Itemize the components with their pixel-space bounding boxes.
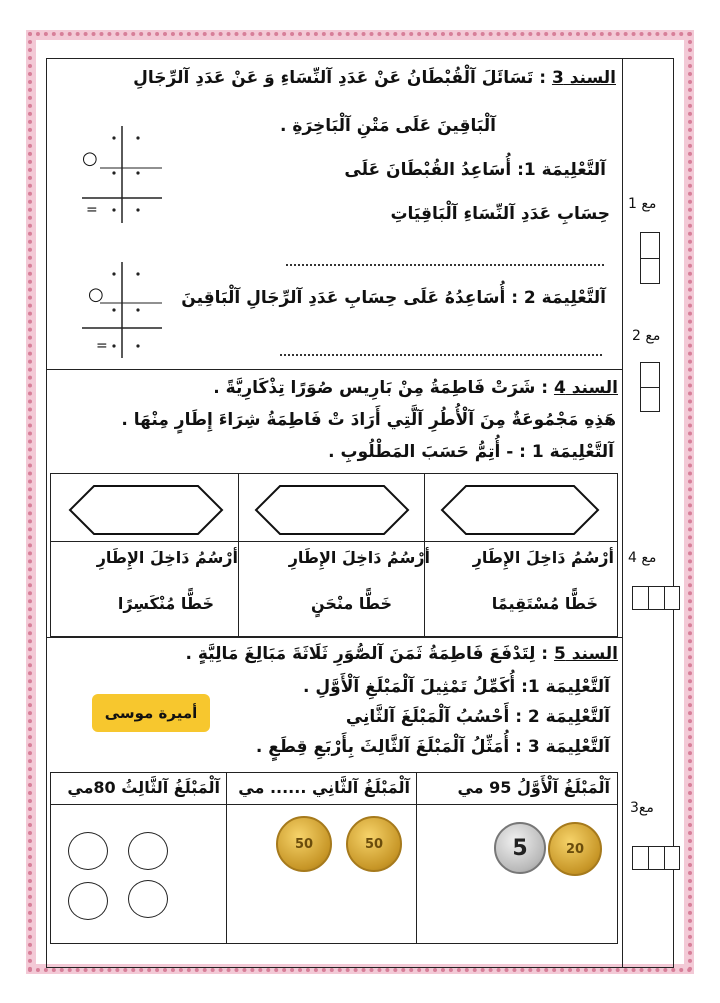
taalima1-a: آلتَّعْلِيمَة 1: أُسَاعِدُ القُبْطَانَ عَلَى (344, 160, 606, 180)
score-box-1 (640, 232, 660, 284)
sanad4-title: السند 4 (553, 378, 618, 398)
empty-coin-slot[interactable] (68, 832, 108, 870)
sanad3-title: السند 3 (551, 68, 616, 88)
cell-1-line1: أرْسُمُ دَاخِلَ الإِطَارِ (472, 548, 614, 567)
cell-2-line2: خَطًّا منْحَنٍ (310, 594, 392, 613)
sanad3-text: : تَسَائَلَ آلْقُبْطَانُ عَنْ عَدَدِ آلنِّسَاءِ وَ عَنْ عَدَدِ آلرِّجَالِ (133, 68, 547, 88)
margin-label-2: مع 2 (632, 328, 661, 344)
cell-2-line1: أرْسُمُ دَاخِلَ الإِطَارِ (288, 548, 430, 567)
coin-20-icon: 20 (548, 822, 602, 876)
coin-50-icon: 50 (276, 816, 332, 872)
minus-circle: ○ (82, 148, 98, 169)
sanad3-line2: آلْبَاقِينَ عَلَى مَتْنِ آلْبَاخِرَةِ . (280, 116, 496, 136)
empty-coin-slot[interactable] (128, 880, 168, 918)
table-divider (416, 772, 417, 944)
sanad5-line1 (185, 644, 618, 664)
sanad4-line1 (213, 378, 618, 398)
minus-circle: ○ (88, 284, 104, 305)
empty-coin-slot[interactable] (128, 832, 168, 870)
sanad5-taalima2: آلتَّعْلِيمَة 2 : أَحْسُبُ آلْمَبْلَغَ آلثَّانِي (345, 707, 610, 727)
empty-coin-slot[interactable] (68, 882, 108, 920)
cell-3-line2: خَطًّا مُنْكَسِرًا (117, 594, 214, 613)
score-box-4 (632, 586, 680, 610)
subtraction-grid-2 (72, 258, 162, 368)
equals-sign: = (96, 338, 108, 354)
cell-1-line2: خَطًّا مُسْتَقِيمًا (491, 594, 598, 613)
sanad5-taalima1: آلتَّعْلِيمَة 1: أُكَمِّلُ تَمْثِيلَ آلْمَبْلَغِ آلْأَوَّلِ . (303, 677, 610, 697)
sanad5-text: : لِتَدْفَعَ فَاطِمَةُ ثَمَنَ آلصُّوَرِ ثَلَاثَةَ مَبَالِغَ مَالِيَّةٍ . (185, 644, 549, 664)
hexagon-frame[interactable] (438, 482, 602, 538)
sanad4-taalima1: آلتَّعْلِيمَة 1 : - أُتِمُّ حَسَبَ المَطْلُوبِ . (328, 442, 614, 462)
coin-5-icon: 5 (494, 822, 546, 874)
table-divider (50, 804, 618, 805)
sanad5-title: السند 5 (553, 644, 618, 664)
divider (46, 369, 622, 370)
taalima2: آلتَّعْلِيمَة 2 : أُسَاعِدُهُ عَلَى حِسَابِ عَدَدِ آلرِّجَالِ آلْبَاقِينَ (181, 288, 606, 308)
sanad3-line1 (133, 68, 616, 88)
score-box-3 (632, 846, 680, 870)
taalima1-b: حِسَابِ عَدَدِ آلنِّسَاءِ آلْبَاقِيَاتِ (390, 204, 610, 224)
author-badge: أميرة موسى (92, 694, 210, 732)
hexagon-frame[interactable] (252, 482, 412, 538)
sanad4-line2: هَذِهِ مَجْمُوعَةٌ مِنَ آلْأُطُرِ آلَّتِي أَرَادَ تْ فَاطِمَةُ شِرَاءَ إِطَارٍ مِنْهَا . (121, 410, 616, 430)
hexagon-frame[interactable] (66, 482, 226, 538)
answer-line (280, 354, 602, 356)
margin-label-3: مع3 (630, 800, 654, 816)
answer-line (286, 264, 604, 266)
amount-first-header: آلْمَبْلَغُ آلْأَوَّلُ 95 مي (457, 778, 610, 797)
table-divider (50, 541, 618, 542)
table-divider (226, 772, 227, 944)
margin-label-1: مع 1 (628, 196, 657, 212)
score-box-2 (640, 362, 660, 412)
sanad5-taalima3: آلتَّعْلِيمَة 3 : أُمَثِّلُ آلْمَبْلَغَ آلثَّالِثَ بِأَرْبَعِ قِطَعٍ . (255, 737, 610, 757)
sanad4-text: : شَرَتْ فَاطِمَةُ مِنْ بَارِيس صُوَرًا تِذْكَارِيَّةً . (213, 378, 549, 398)
equals-sign: = (86, 202, 98, 218)
divider (46, 637, 622, 638)
amount-third-header: آلْمَبْلَغُ آلثَّالِثُ 80مي (67, 778, 220, 797)
table-divider (238, 473, 239, 637)
amount-second-header: آلْمَبْلَغُ آلثَّانِي ...... مي (238, 778, 410, 797)
cell-3-line1: أرْسُمُ دَاخِلَ الإِطَارِ (96, 548, 238, 567)
margin-label-4: مع 4 (628, 550, 657, 566)
margin-divider (622, 58, 623, 968)
coin-50-icon: 50 (346, 816, 402, 872)
